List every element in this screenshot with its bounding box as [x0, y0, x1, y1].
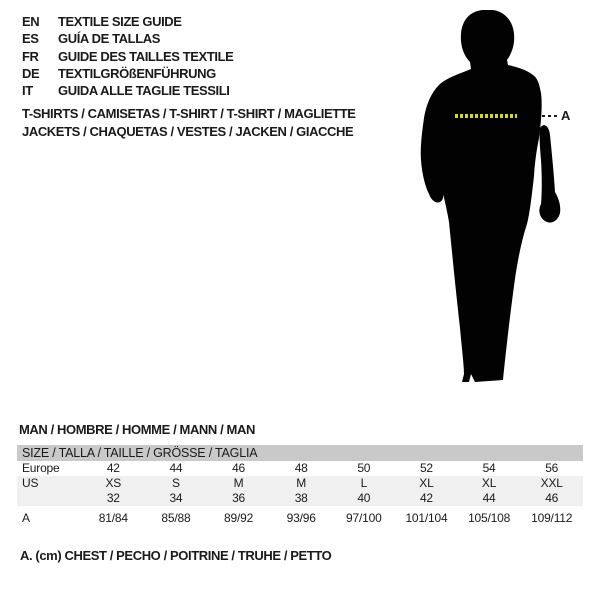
size-cell: L [360, 476, 368, 490]
size-table [17, 445, 583, 528]
size-cell: 44 [482, 491, 496, 505]
section-title-man: MAN / HOMBRE / HOMME / MANN / MAN [19, 422, 255, 437]
size-cell: 32 [106, 491, 120, 505]
size-cell: 44 [169, 461, 183, 475]
list-item [22, 48, 233, 65]
measure-label-a: A [561, 108, 571, 123]
language-title: TEXTILE SIZE GUIDE [58, 14, 182, 30]
size-cell: 46 [232, 461, 246, 475]
row-label: US [22, 476, 39, 490]
list-item [22, 82, 233, 99]
size-cell: 50 [357, 461, 371, 475]
language-code: DE [22, 66, 40, 82]
measurement-footnote: A. (cm) CHEST / PECHO / POITRINE / TRUHE / PETTO [20, 548, 332, 563]
size-cell: 40 [357, 491, 371, 505]
size-cell: XXL [540, 476, 563, 490]
size-cell: 38 [294, 491, 308, 505]
language-title-list [22, 13, 233, 99]
size-cell: 56 [545, 461, 559, 475]
language-title: GUIDE DES TAILLES TEXTILE [58, 48, 234, 64]
category-lines [22, 105, 356, 140]
size-cell: 34 [169, 491, 183, 505]
size-cell: 54 [482, 461, 496, 475]
language-code: IT [22, 83, 33, 99]
table-row-chest-cm [17, 506, 583, 528]
language-title: GUÍA DE TALLAS [58, 31, 161, 47]
size-cell: XL [481, 476, 497, 490]
size-cell: 52 [419, 461, 433, 475]
size-cell: 81/84 [98, 511, 128, 525]
size-cell: 101/104 [405, 511, 448, 525]
row-label: A [22, 511, 30, 525]
size-cell: 42 [106, 461, 120, 475]
size-cell: M [296, 476, 307, 490]
list-item [22, 30, 233, 47]
size-cell: XL [419, 476, 434, 490]
size-cell: 42 [419, 491, 433, 505]
size-cell: 105/108 [468, 511, 511, 525]
size-cell: 48 [294, 461, 308, 475]
table-row-us-numeric [17, 491, 583, 506]
size-cell: 85/88 [161, 511, 191, 525]
size-table-header: SIZE / TALLA / TAILLE / GRÖSSE / TAGLIA [17, 445, 583, 461]
category-jackets: JACKETS / CHAQUETAS / VESTES / JACKEN / GIACCHE [22, 123, 354, 139]
man-silhouette [413, 8, 573, 386]
row-label [17, 491, 82, 506]
row-label: Europe [22, 461, 60, 475]
size-cell: 97/100 [346, 511, 382, 525]
table-row-europe [17, 461, 583, 476]
list-item [22, 65, 233, 82]
size-cell: S [172, 476, 180, 490]
size-cell: 36 [232, 491, 246, 505]
list-item [22, 13, 233, 30]
size-cell: XS [105, 476, 122, 490]
language-code: ES [22, 31, 39, 47]
size-cell: 93/96 [286, 511, 316, 525]
language-title: GUIDA ALLE TAGLIE TESSILI [58, 83, 230, 99]
size-cell: 109/112 [531, 511, 573, 525]
language-code: FR [22, 48, 39, 64]
category-tshirts: T-SHIRTS / CAMISETAS / T-SHIRT / T-SHIRT / MAGLIETTE [22, 106, 356, 121]
table-row-us [17, 476, 583, 491]
size-cell: M [233, 476, 244, 490]
measure-leader-line [542, 115, 559, 117]
language-code: EN [22, 14, 40, 30]
size-cell: 89/92 [224, 511, 254, 525]
chest-measure-dash-line [455, 114, 517, 118]
size-cell: 46 [545, 491, 559, 505]
language-title: TEXTILGRÖßENFÜHRUNG [58, 66, 216, 82]
